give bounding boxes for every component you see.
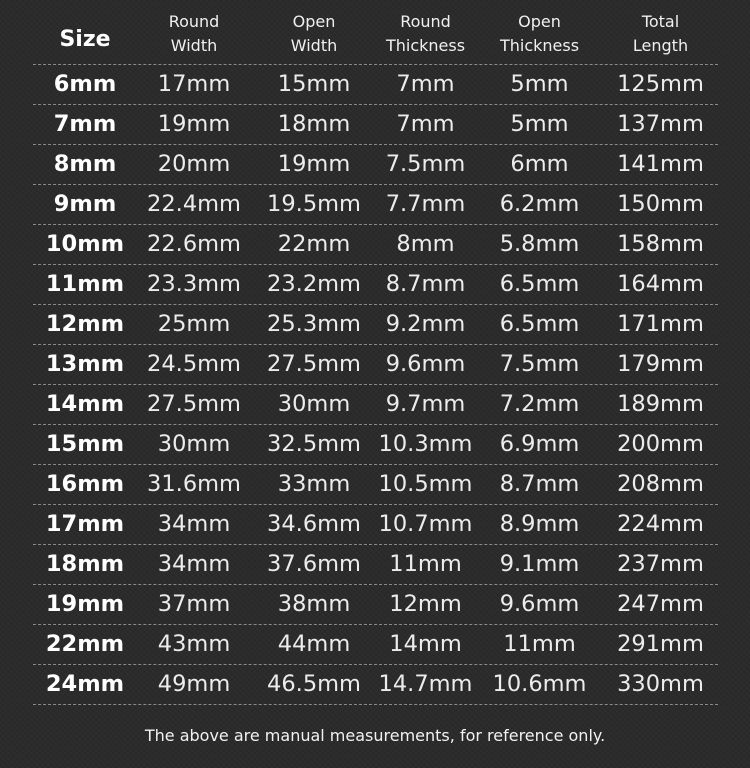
table-row <box>33 625 718 665</box>
table-row <box>33 65 718 105</box>
cell-size: 17mm <box>45 511 125 537</box>
cell-size: 6mm <box>53 71 117 97</box>
cell-round-thickness: 9.6mm <box>385 351 466 377</box>
cell-open-width: 38mm <box>277 591 351 617</box>
cell-round-width: 37mm <box>157 591 231 617</box>
cell-round-thickness: 14mm <box>389 631 462 657</box>
cell-round-width: 19mm <box>157 111 231 137</box>
table-row <box>33 545 718 585</box>
cell-open-thickness: 5mm <box>510 111 569 137</box>
cell-round-width: 24.5mm <box>147 351 241 377</box>
cell-open-thickness: 7.5mm <box>499 351 580 377</box>
cell-total-length: 224mm <box>617 511 704 537</box>
cell-open-width: 44mm <box>277 631 351 657</box>
cell-size: 13mm <box>45 351 125 377</box>
cell-total-length: 208mm <box>617 471 704 497</box>
cell-open-width: 25.3mm <box>267 311 361 337</box>
cell-open-width: 33mm <box>277 471 351 497</box>
cell-round-width: 23.3mm <box>147 271 241 297</box>
cell-size: 15mm <box>45 431 125 457</box>
header-size: Size <box>59 27 111 52</box>
cell-open-width: 37.6mm <box>267 551 361 577</box>
cell-open-thickness: 6.9mm <box>499 431 580 457</box>
cell-size: 11mm <box>45 271 125 297</box>
header-round-thickness <box>374 10 477 58</box>
header-total-length <box>603 10 718 58</box>
header-round-thickness-line2: Thickness <box>385 36 466 55</box>
table-row <box>33 585 718 625</box>
cell-open-thickness: 8.7mm <box>499 471 580 497</box>
cell-round-thickness: 7.7mm <box>385 191 466 217</box>
footnote: The above are manual measurements, for reference only. <box>144 726 606 745</box>
cell-total-length: 179mm <box>617 351 704 377</box>
cell-total-length: 189mm <box>617 391 704 417</box>
header-round-width-line2: Width <box>170 36 218 55</box>
cell-size: 16mm <box>45 471 125 497</box>
table-row <box>33 425 718 465</box>
cell-open-width: 19.5mm <box>267 191 361 217</box>
table-row <box>33 225 718 265</box>
cell-round-thickness: 10.5mm <box>378 471 473 497</box>
cell-round-width: 20mm <box>157 151 231 177</box>
cell-open-width: 27.5mm <box>267 351 361 377</box>
cell-open-thickness: 6.5mm <box>499 271 580 297</box>
cell-round-thickness: 9.2mm <box>385 311 466 337</box>
cell-total-length: 291mm <box>617 631 704 657</box>
table-row <box>33 105 718 145</box>
cell-size: 9mm <box>53 191 117 217</box>
cell-open-width: 15mm <box>277 71 351 97</box>
cell-total-length: 137mm <box>617 111 704 137</box>
cell-round-width: 27.5mm <box>147 391 241 417</box>
cell-size: 7mm <box>53 111 117 137</box>
table-row <box>33 345 718 385</box>
cell-round-thickness: 7mm <box>396 111 455 137</box>
table-body <box>33 65 718 705</box>
size-table <box>33 0 718 705</box>
cell-open-thickness: 7.2mm <box>499 391 580 417</box>
cell-open-thickness: 6mm <box>510 151 569 177</box>
cell-open-width: 46.5mm <box>267 671 361 697</box>
cell-round-width: 49mm <box>157 671 231 697</box>
table-row <box>33 265 718 305</box>
cell-round-width: 25mm <box>157 311 231 337</box>
cell-open-width: 19mm <box>277 151 351 177</box>
cell-round-thickness: 8.7mm <box>385 271 466 297</box>
table-row <box>33 505 718 545</box>
cell-round-thickness: 9.7mm <box>385 391 466 417</box>
header-total-length-line2: Length <box>632 36 689 55</box>
cell-size: 8mm <box>53 151 117 177</box>
header-open-thickness-line2: Thickness <box>499 36 580 55</box>
cell-round-width: 22.6mm <box>147 231 241 257</box>
cell-total-length: 247mm <box>617 591 704 617</box>
cell-open-thickness: 9.6mm <box>499 591 580 617</box>
table-row <box>33 145 718 185</box>
cell-open-thickness: 10.6mm <box>492 671 587 697</box>
cell-open-width: 22mm <box>277 231 351 257</box>
cell-round-thickness: 7mm <box>396 71 455 97</box>
cell-size: 10mm <box>45 231 125 257</box>
cell-total-length: 171mm <box>617 311 704 337</box>
cell-size: 24mm <box>45 671 125 697</box>
cell-open-width: 23.2mm <box>267 271 361 297</box>
cell-round-width: 34mm <box>157 511 231 537</box>
cell-round-thickness: 11mm <box>389 551 462 577</box>
cell-total-length: 237mm <box>617 551 704 577</box>
table-header <box>33 0 718 65</box>
header-round-width-line1: Round <box>168 12 220 31</box>
table-row <box>33 665 718 705</box>
header-open-thickness <box>488 10 591 58</box>
cell-total-length: 164mm <box>617 271 704 297</box>
cell-open-width: 34.6mm <box>267 511 361 537</box>
cell-total-length: 141mm <box>617 151 704 177</box>
cell-round-width: 22.4mm <box>147 191 241 217</box>
header-round-width <box>142 10 246 58</box>
header-open-width <box>263 10 365 58</box>
cell-round-thickness: 8mm <box>396 231 455 257</box>
cell-open-thickness: 8.9mm <box>499 511 580 537</box>
cell-round-thickness: 14.7mm <box>378 671 473 697</box>
cell-open-thickness: 5.8mm <box>499 231 580 257</box>
cell-round-width: 30mm <box>157 431 231 457</box>
cell-round-width: 17mm <box>157 71 231 97</box>
cell-round-thickness: 10.3mm <box>378 431 473 457</box>
cell-open-width: 32.5mm <box>267 431 361 457</box>
cell-total-length: 125mm <box>617 71 704 97</box>
header-round-thickness-line1: Round <box>400 12 451 31</box>
cell-open-thickness: 11mm <box>503 631 576 657</box>
cell-size: 14mm <box>45 391 125 417</box>
header-total-length-line1: Total <box>641 12 680 31</box>
cell-size: 12mm <box>45 311 125 337</box>
cell-round-width: 31.6mm <box>147 471 241 497</box>
cell-total-length: 200mm <box>617 431 704 457</box>
table-row <box>33 185 718 225</box>
cell-size: 18mm <box>45 551 125 577</box>
cell-round-width: 43mm <box>157 631 231 657</box>
cell-round-thickness: 10.7mm <box>378 511 473 537</box>
header-open-width-line1: Open <box>292 12 336 31</box>
cell-size: 19mm <box>45 591 125 617</box>
cell-size: 22mm <box>45 631 125 657</box>
header-open-thickness-line1: Open <box>518 12 561 31</box>
table-row <box>33 385 718 425</box>
cell-round-thickness: 7.5mm <box>385 151 466 177</box>
cell-open-width: 30mm <box>277 391 351 417</box>
cell-total-length: 158mm <box>617 231 704 257</box>
table-row <box>33 465 718 505</box>
cell-round-thickness: 12mm <box>389 591 462 617</box>
cell-open-thickness: 5mm <box>510 71 569 97</box>
cell-open-thickness: 6.2mm <box>499 191 580 217</box>
cell-open-thickness: 9.1mm <box>499 551 580 577</box>
cell-open-thickness: 6.5mm <box>499 311 580 337</box>
cell-total-length: 330mm <box>617 671 704 697</box>
cell-open-width: 18mm <box>277 111 351 137</box>
cell-round-width: 34mm <box>157 551 231 577</box>
table-row <box>33 305 718 345</box>
cell-total-length: 150mm <box>617 191 704 217</box>
header-open-width-line2: Width <box>290 36 338 55</box>
